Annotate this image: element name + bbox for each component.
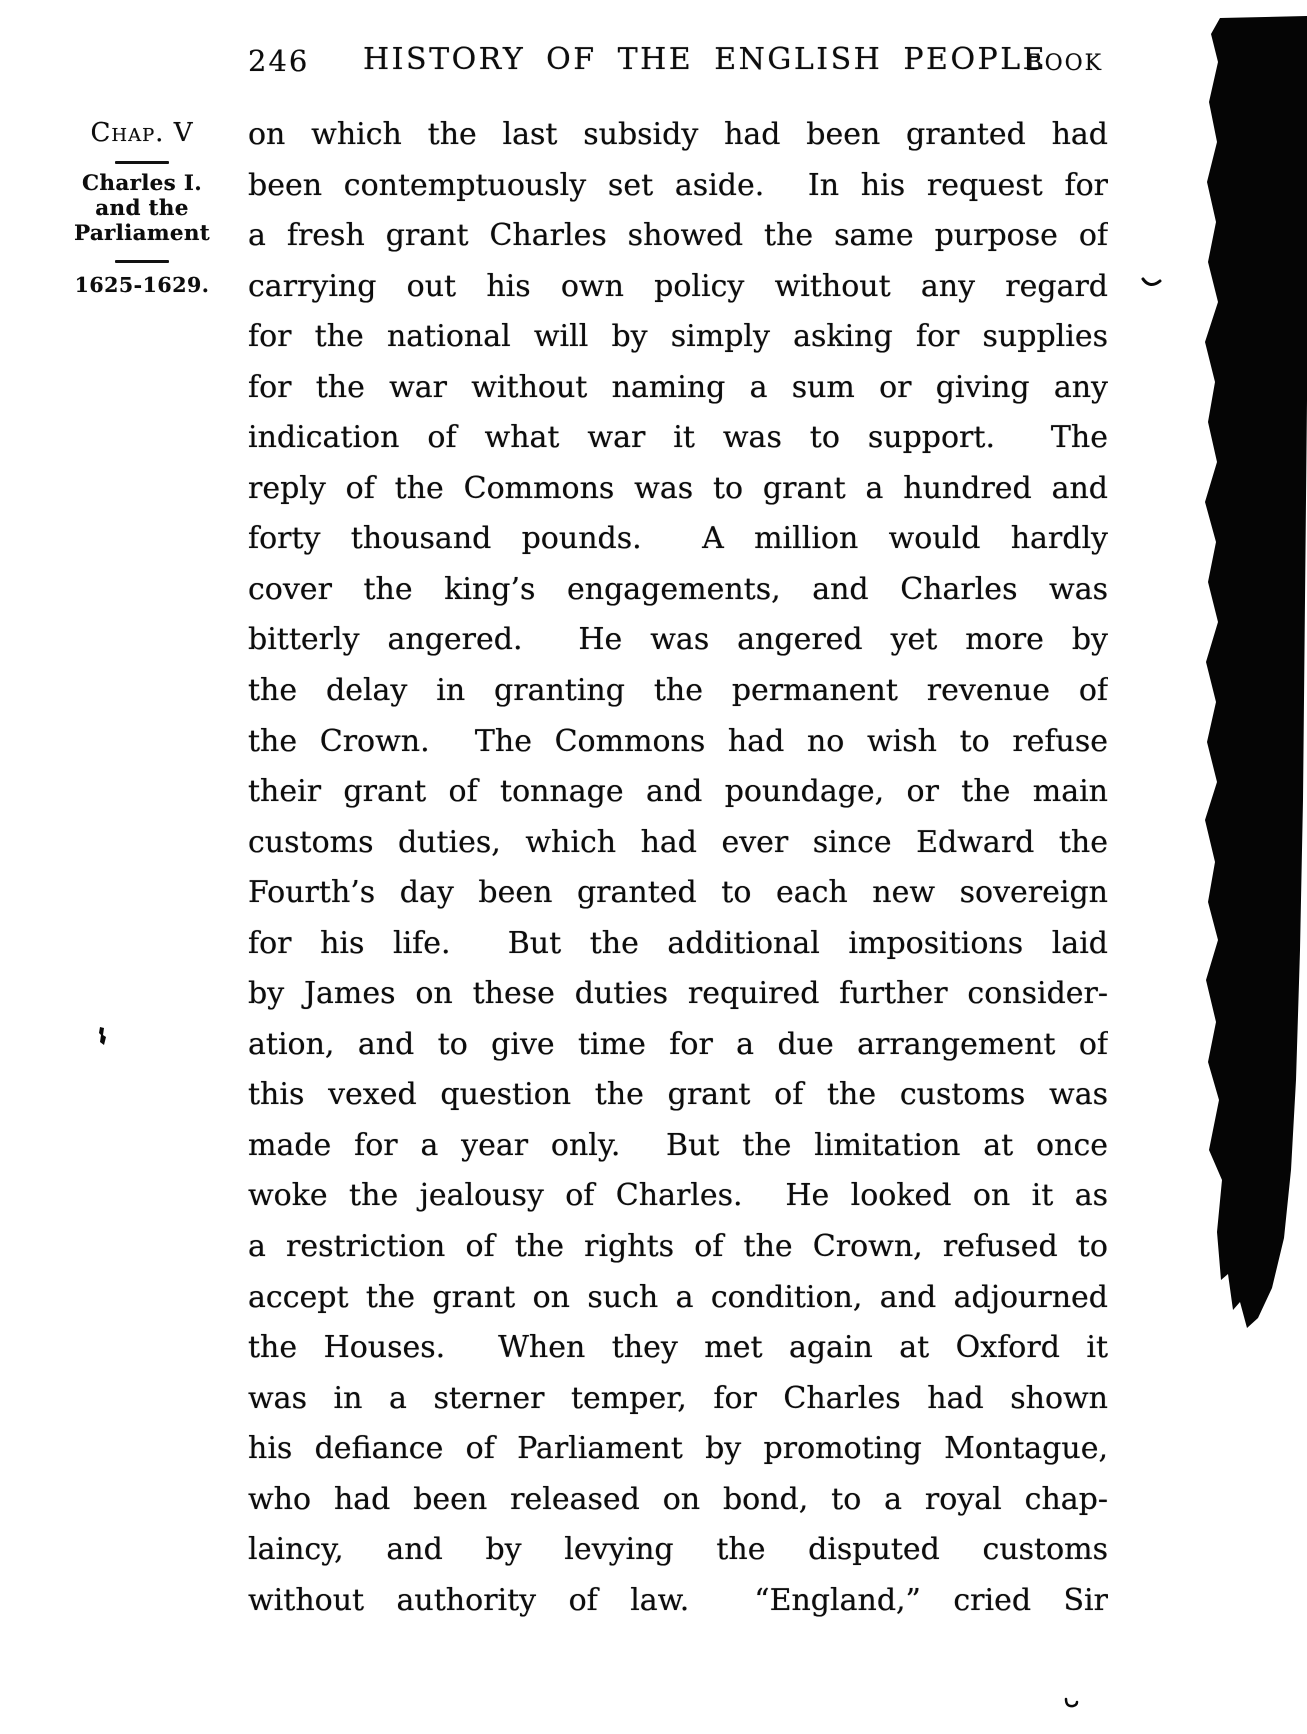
- text-line: indication of what war it was to support. The: [248, 420, 1108, 456]
- divider-rule: [115, 161, 169, 164]
- text-line: for the war without naming a sum or giving any: [248, 369, 1108, 405]
- book-label: BOOK: [1026, 51, 1104, 76]
- divider-rule: [115, 260, 169, 263]
- text-line: laincy, and by levying the disputed customs: [248, 1532, 1108, 1568]
- text-line: Fourth’s day been granted to each new sovereign: [248, 875, 1108, 911]
- text-line: the Crown. The Commons had no wish to refuse: [248, 723, 1108, 759]
- text-line: the delay in granting the permanent revenue of: [248, 673, 1108, 709]
- text-line: forty thousand pounds. A million would hardly: [248, 521, 1108, 557]
- body-text: [248, 110, 1108, 1626]
- text-line: the Houses. When they met again at Oxford it: [248, 1330, 1108, 1366]
- text-line: accept the grant on such a condition, and adjourned: [248, 1279, 1108, 1315]
- text-line: made for a year only. But the limitation at once: [248, 1127, 1108, 1163]
- text-line: without authority of law. “England,” cried Sir: [248, 1582, 1108, 1618]
- text-line: a fresh grant Charles showed the same purpose of: [248, 218, 1108, 254]
- scan-mark-bottom: [1066, 1699, 1077, 1706]
- text-line: for his life. But the additional impositions laid: [248, 925, 1108, 961]
- text-line: ation, and to give time for a due arrangement of: [248, 1026, 1108, 1062]
- section-title-line: Charles I.: [82, 171, 202, 196]
- text-line: their grant of tonnage and poundage, or the main: [248, 774, 1108, 810]
- scan-mark-curve: [1143, 279, 1160, 285]
- section-title-line: Parliament: [73, 221, 211, 246]
- text-line: by James on these duties required further consider-: [248, 976, 1108, 1012]
- section-title-line: and the: [95, 196, 189, 221]
- text-line: reply of the Commons was to grant a hundred and: [248, 470, 1108, 506]
- margin-notes: [66, 118, 218, 297]
- text-line: been contemptuously set aside. In his request for: [248, 167, 1108, 203]
- text-line: for the national will by simply asking for supplies: [248, 319, 1108, 355]
- text-line: customs duties, which had ever since Edward the: [248, 824, 1108, 860]
- text-line: was in a sterner temper, for Charles had shown: [248, 1380, 1108, 1416]
- text-line: bitterly angered. He was angered yet more by: [248, 622, 1108, 658]
- running-head: [0, 0, 1307, 100]
- text-line: cover the king’s engagements, and Charles was: [248, 571, 1108, 607]
- chapter-label: Chap. V: [90, 118, 194, 148]
- text-line: a restriction of the rights of the Crown, refused to: [248, 1229, 1108, 1265]
- page-number: 246: [248, 44, 310, 78]
- text-line: this vexed question the grant of the customs was: [248, 1077, 1108, 1113]
- text-line: on which the last subsidy had been granted had: [248, 117, 1108, 152]
- text-line: his defiance of Parliament by promoting Montague,: [248, 1431, 1108, 1467]
- text-line: who had been released on bond, to a royal chap-: [248, 1481, 1108, 1517]
- date-range: 1625-1629.: [74, 273, 210, 297]
- text-line: carrying out his own policy without any regard: [248, 268, 1108, 304]
- scan-artifact-bar: [1205, 16, 1307, 1328]
- text-line: woke the jealousy of Charles. He looked on it as: [248, 1178, 1108, 1214]
- running-title: HISTORY OF THE ENGLISH PEOPLE: [363, 42, 1048, 77]
- scan-speck: [99, 1027, 106, 1045]
